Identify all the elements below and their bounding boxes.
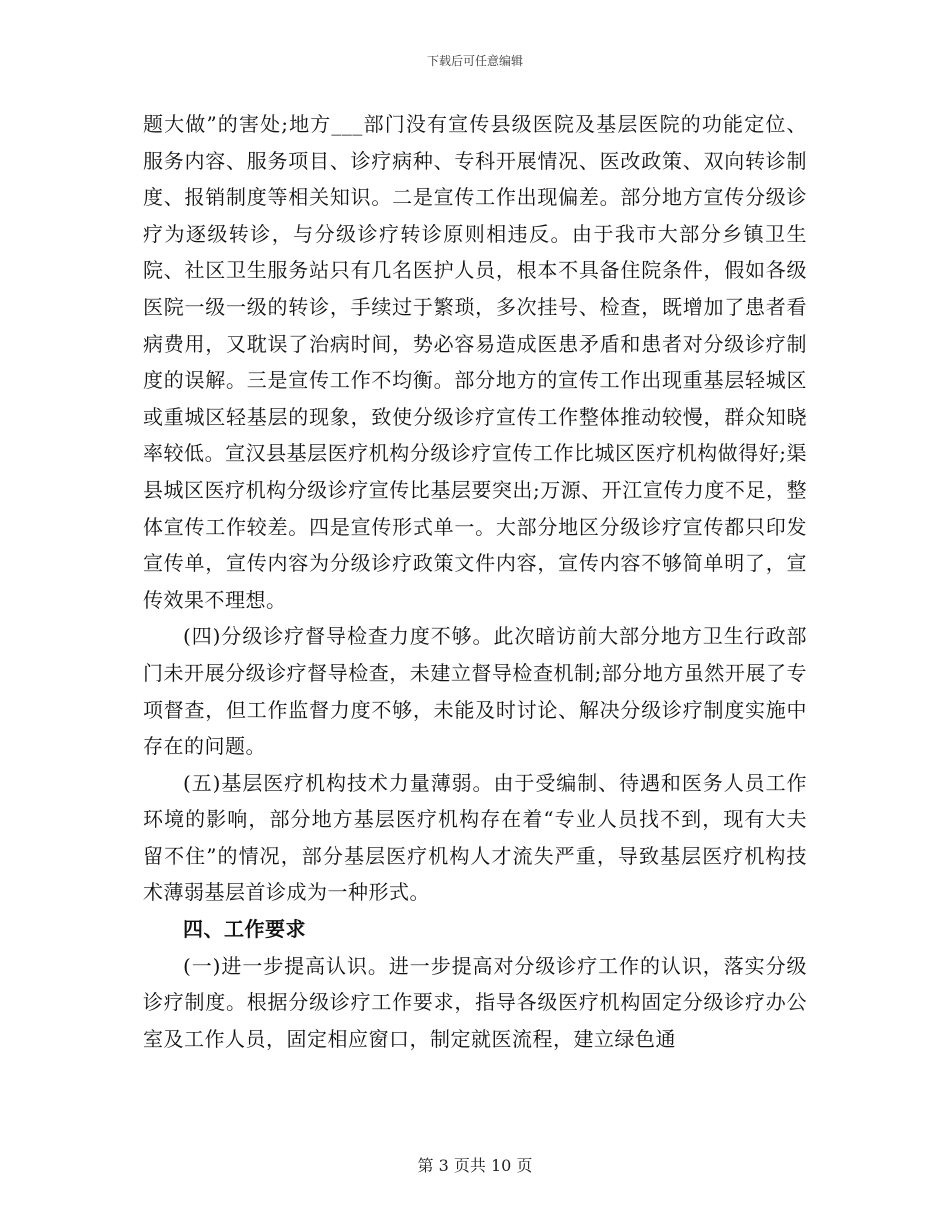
paragraph-supervision: (四)分级诊疗督导检查力度不够。此次暗访前大部分地方卫生行政部门未开展分级诊疗督导检查，未建立督导检查机制;部分地方虽然开展了专项督查，但工作监督力度不够，未能及时讨论、解决分级诊疗制度实施中存在的问题。	[143, 624, 807, 759]
page-footer: 第 3 页共 10 页	[417, 1156, 533, 1175]
paragraph-technical-strength: (五)基层医疗机构技术力量薄弱。由于受编制、待遇和医务人员工作环境的影响，部分地方基层医疗机构存在着“专业人员找不到，现有大夫留不住”的情况，部分基层医疗机构人才流失严重，导致基层医疗机构技术薄弱基层首诊成为一种形式。	[143, 770, 807, 905]
header-note: 下载后可任意编辑	[426, 54, 523, 68]
paragraph-raise-awareness: (一)进一步提高认识。进一步提高对分级诊疗工作的认识，落实分级诊疗制度。根据分级诊疗工作要求，指导各级医疗机构固定分级诊疗办公室及工作人员，固定相应窗口，制定就医流程，建立绿色通	[143, 953, 807, 1051]
paragraph-continuation: 题大做”的害处;地方___部门没有宣传县级医院及基层医院的功能定位、服务内容、服务项目、诊疗病种、专科开展情况、医改政策、双向转诊制度、报销制度等相关知识。二是宣传工作出现偏差。部分地方宣传分级诊疗为逐级转诊，与分级诊疗转诊原则相违反。由于我市大部分乡镇卫生院、社区卫生服务站只有几名医护人员，根本不具备住院条件，假如各级医院一级一级的转诊，手续过于繁琐，多次挂号、检查，既增加了患者看病费用，又耽误了治病时间，势必容易造成医患矛盾和患者对分级诊疗制度的误解。三是宣传工作不均衡。部分地方的宣传工作出现重基层轻城区或重城区轻基层的现象，致使分级诊疗宣传工作整体推动较慢，群众知晓率较低。宣汉县基层医疗机构分级诊疗宣传工作比城区医疗机构做得好;渠县城区医疗机构分级诊疗宣传比基层要突出;万源、开江宣传力度不足，整体宣传工作较差。四是宣传形式单一。大部分地区分级诊疗宣传都只印发宣传单，宣传内容为分级诊疗政策文件内容，宣传内容不够简单明了，宣传效果不理想。	[143, 112, 807, 612]
section-heading-work-requirements: 四、工作要求	[183, 917, 306, 942]
document-body	[143, 106, 807, 1057]
